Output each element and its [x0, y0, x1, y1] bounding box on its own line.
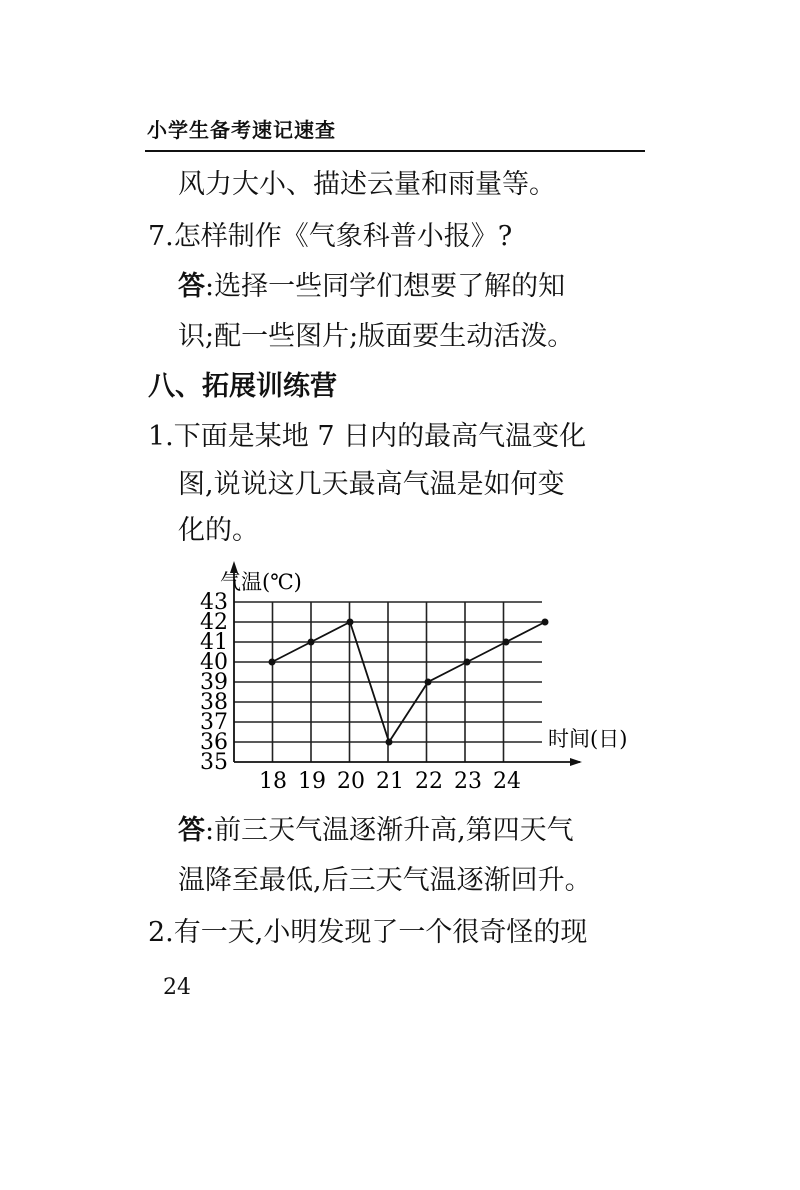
question-1-line3: 化的。 — [178, 515, 259, 546]
answer-text: :前三天气温逐渐升高,第四天气 — [205, 815, 574, 846]
y-tick-label: 37 — [200, 710, 228, 735]
x-tick-label: 18 — [259, 769, 287, 794]
data-point — [464, 659, 471, 666]
answer-text: :选择一些同学们想要了解的知 — [205, 271, 566, 302]
answer-1-line1 — [178, 808, 574, 847]
x-tick-label: 20 — [337, 769, 365, 794]
y-tick-label: 35 — [200, 750, 228, 775]
question-2-line1: 2.有一天,小明发现了一个很奇怪的现 — [148, 917, 588, 948]
running-header: 小学生备考速记速查 — [147, 118, 336, 142]
data-point — [542, 619, 549, 626]
answer-label: 答 — [178, 271, 205, 302]
y-tick-label: 39 — [200, 670, 228, 695]
temperature-line-chart — [190, 555, 660, 800]
y-tick-label: 42 — [200, 610, 228, 635]
question-1-line2: 图,说说这几天最高气温是如何变 — [178, 469, 565, 500]
x-tick-label: 24 — [493, 769, 521, 794]
question-7: 7.怎样制作《气象科普小报》? — [148, 221, 513, 252]
x-tick-label: 23 — [454, 769, 482, 794]
x-axis-arrow — [570, 758, 582, 766]
page-number: 24 — [163, 975, 191, 1000]
x-tick-label: 22 — [415, 769, 443, 794]
data-point — [386, 739, 393, 746]
data-point — [503, 639, 510, 646]
y-tick-label: 38 — [200, 690, 228, 715]
y-tick-label: 41 — [200, 630, 228, 655]
x-axis-label: 时间(日) — [548, 727, 628, 751]
chart-ticks — [200, 590, 521, 794]
x-tick-label: 19 — [298, 769, 326, 794]
data-point — [269, 659, 276, 666]
data-point — [308, 639, 315, 646]
y-tick-label: 36 — [200, 730, 228, 755]
answer-7-line2: 识;配一些图片;版面要生动活泼。 — [178, 321, 575, 352]
header-rule — [145, 150, 645, 152]
y-tick-label: 40 — [200, 650, 228, 675]
section-heading: 八、拓展训练营 — [148, 371, 337, 402]
data-point — [425, 679, 432, 686]
answer-7-line1 — [178, 264, 565, 303]
data-point — [347, 619, 354, 626]
text-line: 风力大小、描述云量和雨量等。 — [178, 169, 556, 200]
x-tick-label: 21 — [376, 769, 404, 794]
answer-label: 答 — [178, 815, 205, 846]
y-tick-label: 43 — [200, 590, 228, 615]
y-axis-label: 气温(℃) — [220, 570, 302, 594]
question-1-line1: 1.下面是某地 7 日内的最高气温变化 — [148, 421, 587, 452]
answer-1-line2: 温降至最低,后三天气温逐渐回升。 — [178, 865, 592, 896]
